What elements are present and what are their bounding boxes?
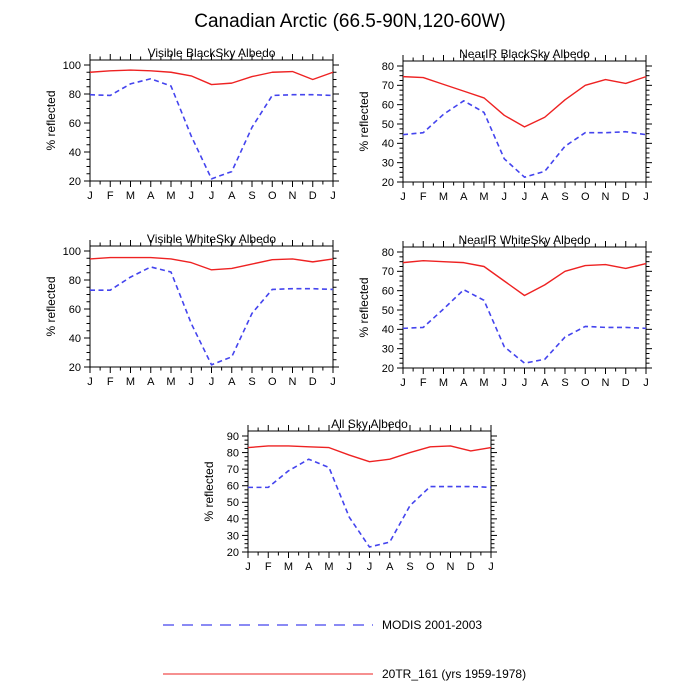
model-line — [403, 261, 646, 296]
y-tick-label: 80 — [68, 88, 81, 101]
x-tick-label: D — [621, 377, 630, 389]
y-tick-label: 80 — [68, 274, 81, 287]
plot-frame — [90, 60, 333, 181]
x-tick-label: J — [330, 376, 336, 388]
x-tick-label: A — [147, 376, 155, 388]
x-tick-label: A — [228, 190, 236, 202]
y-axis-title: % reflected — [357, 91, 371, 152]
x-tick-label: N — [601, 191, 610, 203]
chart-nearir-whitesky-albedo — [353, 225, 673, 400]
chart-nearir-blacksky-albedo — [353, 39, 673, 214]
x-tick-label: F — [106, 376, 114, 388]
x-tick-label: N — [288, 376, 297, 388]
x-tick-label: O — [267, 376, 277, 388]
legend — [150, 600, 590, 700]
x-tick-label: J — [501, 377, 507, 389]
chart-svg — [40, 224, 360, 399]
x-tick-label: A — [541, 377, 549, 389]
x-tick-label: J — [346, 561, 352, 573]
y-tick-label: 20 — [68, 175, 81, 188]
modis-line — [403, 101, 646, 177]
x-tick-label: J — [87, 190, 93, 202]
x-tick-label: M — [125, 376, 136, 388]
y-tick-label: 50 — [381, 118, 394, 131]
y-tick-label: 60 — [68, 303, 81, 316]
x-tick-label: N — [601, 377, 610, 389]
y-tick-label: 80 — [381, 246, 394, 259]
x-tick-label: J — [501, 191, 507, 203]
x-tick-label: O — [425, 561, 435, 573]
y-axis-title: % reflected — [44, 276, 58, 337]
y-axis-title: % reflected — [202, 461, 216, 522]
x-tick-label: D — [308, 376, 317, 388]
y-tick-label: 40 — [226, 513, 239, 526]
modis-line — [90, 79, 333, 179]
x-tick-label: A — [147, 190, 155, 202]
x-tick-label: A — [541, 191, 549, 203]
x-tick-label: J — [643, 377, 649, 389]
modis-line — [403, 290, 646, 363]
x-tick-label: O — [580, 377, 590, 389]
y-tick-label: 60 — [381, 285, 394, 298]
y-tick-label: 80 — [226, 447, 239, 460]
x-tick-label: M — [438, 191, 449, 203]
chart-svg — [40, 38, 360, 213]
legend-item-model — [150, 664, 590, 684]
x-tick-label: S — [248, 376, 256, 388]
x-tick-label: S — [406, 561, 414, 573]
x-tick-label: S — [561, 377, 569, 389]
y-tick-label: 30 — [381, 343, 394, 356]
y-tick-label: 20 — [381, 362, 394, 375]
y-tick-label: 80 — [381, 60, 394, 73]
y-axis-title: % reflected — [357, 277, 371, 338]
x-tick-label: J — [643, 191, 649, 203]
y-tick-label: 100 — [62, 59, 81, 72]
chart-title: Visible BlackSky Albedo — [147, 46, 276, 60]
chart-title: NearIR WhiteSky Albedo — [458, 233, 591, 247]
plot-frame — [90, 246, 333, 367]
x-tick-label: J — [366, 561, 373, 573]
x-tick-label: J — [400, 377, 406, 389]
model-line — [403, 77, 646, 127]
x-tick-label: M — [166, 190, 176, 202]
model-line — [90, 258, 333, 270]
axis-ticks — [84, 54, 339, 187]
x-tick-label: A — [460, 191, 468, 203]
legend-dashed-line-swatch — [150, 617, 374, 633]
y-tick-label: 40 — [381, 324, 394, 337]
x-tick-label: M — [479, 191, 489, 203]
x-tick-label: S — [248, 190, 256, 202]
y-tick-label: 40 — [68, 332, 81, 345]
x-tick-label: A — [228, 376, 236, 388]
x-tick-label: S — [561, 191, 569, 203]
x-tick-label: D — [308, 190, 317, 202]
x-tick-label: J — [330, 190, 336, 202]
x-tick-label: J — [188, 190, 194, 202]
chart-title: Visible WhiteSky Albedo — [146, 232, 277, 246]
chart-visible-blacksky-albedo — [40, 38, 360, 213]
x-tick-label: D — [621, 191, 630, 203]
y-tick-label: 20 — [381, 176, 394, 189]
x-tick-label: J — [400, 191, 406, 203]
legend-item-modis — [150, 615, 590, 635]
model-line — [90, 70, 333, 85]
x-tick-label: M — [324, 561, 334, 573]
chart-svg — [198, 409, 518, 584]
y-tick-label: 70 — [381, 266, 394, 279]
chart-svg — [353, 225, 673, 400]
x-tick-label: F — [419, 191, 427, 203]
y-tick-label: 30 — [381, 157, 394, 170]
y-axis-title: % reflected — [44, 90, 58, 151]
y-tick-label: 70 — [381, 80, 394, 93]
modis-line — [248, 459, 491, 547]
chart-title: All Sky Albedo — [331, 417, 408, 431]
x-tick-label: A — [460, 377, 468, 389]
y-tick-label: 50 — [381, 304, 394, 317]
x-tick-label: O — [267, 190, 277, 202]
y-tick-label: 90 — [226, 430, 239, 443]
y-tick-label: 30 — [226, 530, 239, 543]
legend-label: MODIS 2001-2003 — [382, 618, 483, 632]
y-tick-label: 40 — [68, 146, 81, 159]
chart-all-sky-albedo — [198, 409, 518, 584]
x-tick-label: J — [521, 377, 528, 389]
y-tick-label: 70 — [226, 463, 239, 476]
chart-svg — [353, 39, 673, 214]
y-tick-label: 60 — [226, 480, 239, 493]
x-tick-label: J — [488, 561, 494, 573]
plot-frame — [248, 431, 491, 552]
x-tick-label: A — [305, 561, 313, 573]
x-tick-label: M — [125, 190, 136, 202]
y-tick-label: 40 — [381, 138, 394, 151]
x-tick-label: M — [438, 377, 449, 389]
chart-visible-whitesky-albedo — [40, 224, 360, 399]
x-tick-label: M — [283, 561, 294, 573]
modis-line — [90, 267, 333, 365]
x-tick-label: M — [166, 376, 176, 388]
chart-title: NearIR BlackSky Albedo — [459, 47, 590, 61]
legend-solid-line-swatch — [150, 666, 374, 682]
x-tick-label: N — [288, 190, 297, 202]
x-tick-label: M — [479, 377, 489, 389]
figure-title: Canadian Arctic (66.5-90N,120-60W) — [194, 11, 506, 32]
y-tick-label: 60 — [381, 99, 394, 112]
x-tick-label: J — [245, 561, 251, 573]
x-tick-label: J — [208, 376, 215, 388]
model-line — [248, 446, 491, 462]
y-tick-label: 20 — [226, 546, 239, 559]
x-tick-label: F — [106, 190, 114, 202]
x-tick-label: A — [386, 561, 394, 573]
y-tick-label: 100 — [62, 245, 81, 258]
plot-frame — [403, 61, 646, 182]
x-tick-label: F — [264, 561, 272, 573]
x-tick-label: N — [446, 561, 455, 573]
y-tick-label: 50 — [226, 497, 239, 510]
y-tick-label: 20 — [68, 361, 81, 374]
legend-label: 20TR_161 (yrs 1959-1978) — [382, 667, 527, 681]
y-tick-label: 60 — [68, 117, 81, 130]
x-tick-label: F — [419, 377, 427, 389]
x-tick-label: J — [188, 376, 194, 388]
axis-ticks — [242, 425, 497, 558]
x-tick-label: D — [466, 561, 475, 573]
x-tick-label: J — [208, 190, 215, 202]
x-tick-label: O — [580, 191, 590, 203]
x-tick-label: J — [521, 191, 528, 203]
x-tick-label: J — [87, 376, 93, 388]
